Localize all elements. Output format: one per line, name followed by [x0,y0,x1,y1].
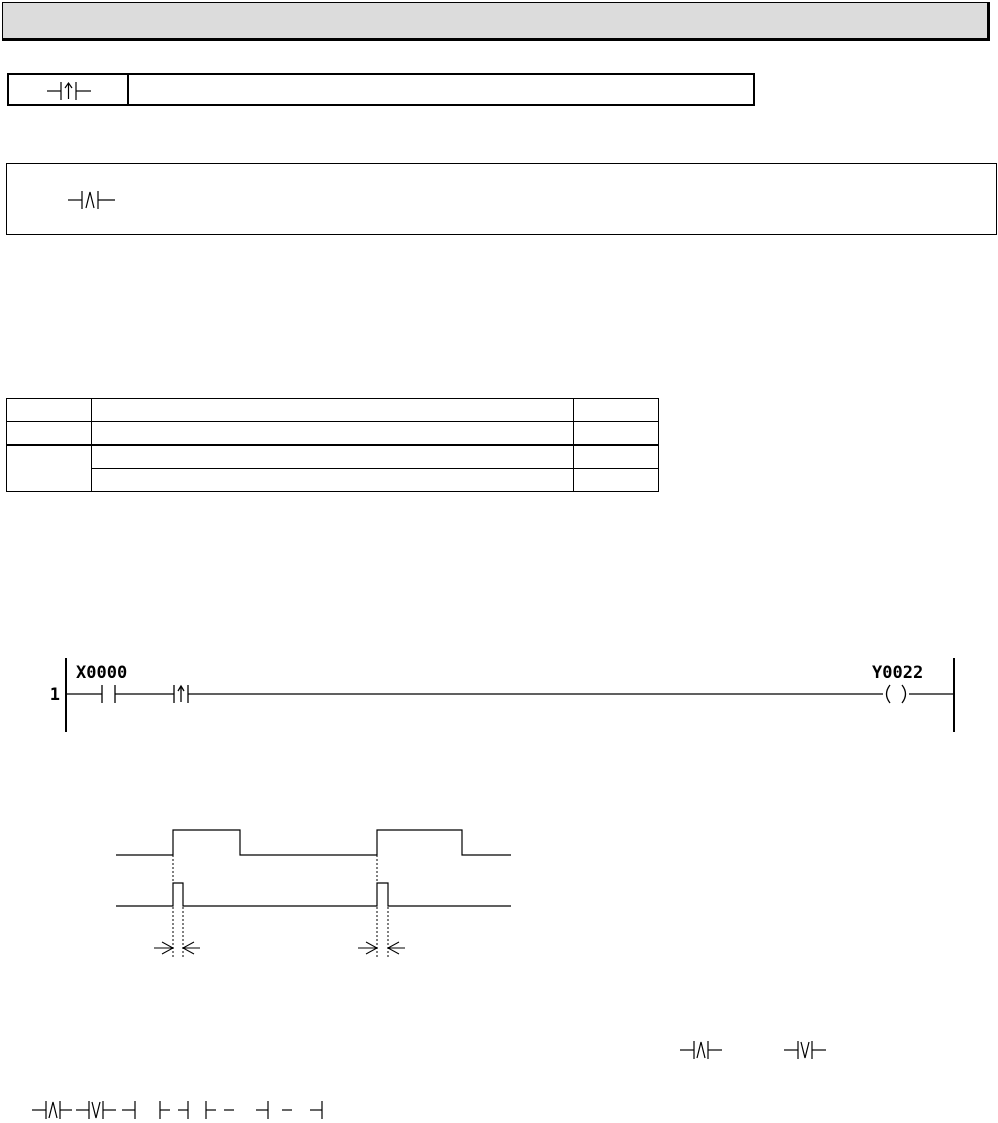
table-cell [92,399,574,422]
input-device-label: X0000 [76,663,128,683]
function-description-box [6,163,997,235]
pulse-width-marker [358,942,405,954]
operand-table [6,398,659,492]
rung-number: 1 [49,685,60,705]
output-coil-left [887,685,891,703]
rising-edge-contact-icon [65,188,121,212]
table-cell [7,445,92,492]
table-cell [92,422,574,446]
table-row [7,445,659,469]
output-device-label: Y0022 [872,663,924,683]
output-coil-right [902,685,906,703]
rising-edge-contact-icon [32,1101,72,1119]
contact-fragment-icon [122,1101,322,1119]
rising-edge-contact-icon [174,685,188,703]
instruction-divider [127,75,129,104]
table-cell [7,422,92,446]
table-cell [574,422,659,446]
rising-edge-contact-icon [45,79,93,103]
table-cell [574,469,659,492]
ladder-diagram [40,648,970,738]
falling-edge-contact-icon [76,1101,116,1119]
input-signal-waveform [116,830,511,855]
table-cell [92,469,574,492]
note-symbol-row [30,1098,340,1122]
table-cell [92,445,574,469]
pulse-signal-waveform [116,883,511,906]
rising-edge-contact-icon [678,1038,726,1062]
table-cell [574,399,659,422]
falling-edge-contact-icon [782,1038,830,1062]
table-cell [574,445,659,469]
table-cell [7,399,92,422]
instruction-box [7,73,755,106]
section-title-bar [2,2,990,41]
timing-chart [100,822,520,962]
table-row [7,399,659,422]
table-row [7,422,659,446]
pulse-width-marker [154,942,200,954]
table-row [7,469,659,492]
